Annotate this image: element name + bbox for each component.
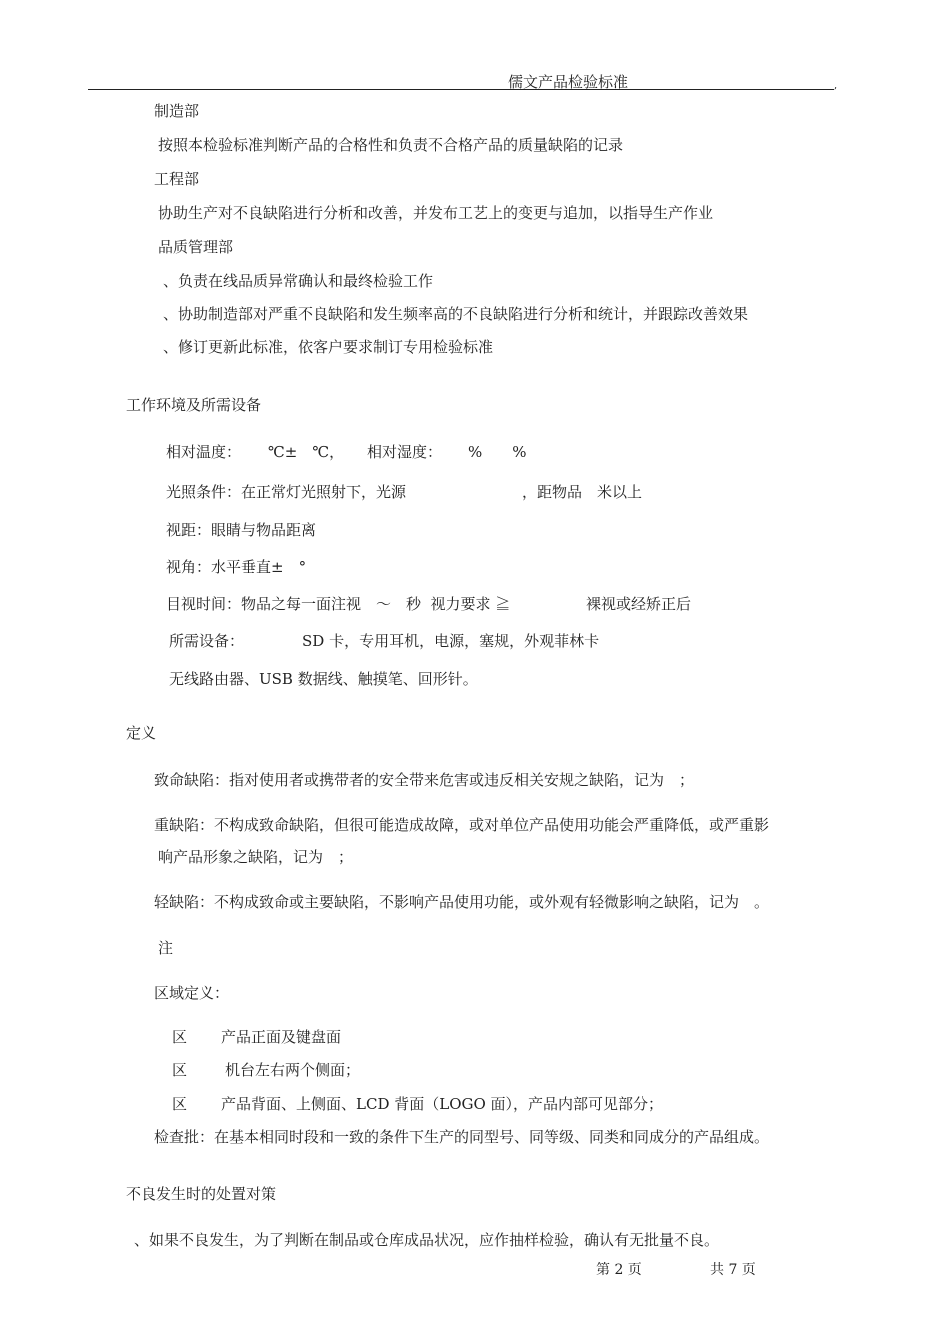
zone-description: 机台左右两个侧面； xyxy=(225,1061,361,1079)
qa-item: 、负责在线品质异常确认和最终检验工作 xyxy=(163,272,434,290)
header-rule xyxy=(88,89,834,90)
zone-label: 区 xyxy=(172,1028,188,1046)
equipment-list-continued: 无线路由器、USB 数据线、触摸笔、回形针。 xyxy=(169,670,478,688)
zone-label: 区 xyxy=(172,1061,188,1079)
countermeasures-heading: 不良发生时的处置对策 xyxy=(126,1185,277,1203)
major-defect-definition-continued: 响产品形象之缺陷，记为 ； xyxy=(158,848,354,866)
definitions-heading: 定义 xyxy=(126,724,157,742)
temperature-label: 相对温度： xyxy=(166,443,242,461)
zone-description: 产品背面、上侧面、LCD 背面（LOGO 面），产品内部可见部分； xyxy=(221,1095,664,1113)
header-title: 儒文产品检验标准 xyxy=(508,73,629,91)
countermeasure-item: 、如果不良发生，为了判断在制品或仓库成品状况，应作抽样检验，确认有无批量不良。 xyxy=(134,1231,720,1249)
temperature-value: ℃± ℃， xyxy=(268,443,345,461)
vision-requirement: 裸视或经矫正后 xyxy=(586,595,692,613)
zone-definition-heading: 区域定义： xyxy=(154,984,230,1002)
engineering-heading: 工程部 xyxy=(154,170,200,188)
critical-defect-definition: 致命缺陷：指对使用者或携带者的安全带来危害或违反相关安规之缺陷，记为 ； xyxy=(154,771,695,789)
zone-description: 产品正面及键盘面 xyxy=(221,1028,342,1046)
light-condition: 光照条件：在正常灯光照射下，光源 xyxy=(166,483,407,501)
viewing-angle: 视角：水平垂直± ° xyxy=(166,558,307,576)
viewing-time: 目视时间：物品之每一面注视 ～ 秒 视力要求 ≧ xyxy=(166,595,511,613)
qa-item: 、修订更新此标准，依客户要求制订专用检验标准 xyxy=(163,338,494,356)
minor-defect-definition: 轻缺陷：不构成致命或主要缺陷，不影响产品使用功能，或外观有轻微影响之缺陷，记为 。 xyxy=(154,893,770,911)
inspection-batch-definition: 检查批：在基本相同时段和一致的条件下生产的同型号、同等级、同类和同成分的产品组成。 xyxy=(154,1128,770,1146)
note-label: 注 xyxy=(158,939,174,957)
equipment-label: 所需设备： xyxy=(169,632,245,650)
light-condition-distance: ，距物品 米以上 xyxy=(522,483,643,501)
viewing-distance: 视距：眼睛与物品距离 xyxy=(166,521,317,539)
engineering-description: 协助生产对不良缺陷进行分析和改善，并发布工艺上的变更与追加，以指导生产作业 xyxy=(158,204,714,222)
header-rule-end-mark: , xyxy=(834,80,838,91)
page-total: 共 7 页 xyxy=(710,1262,756,1278)
page-number: 第 2 页 xyxy=(596,1262,642,1278)
qa-item: 、协助制造部对严重不良缺陷和发生频率高的不良缺陷进行分析和统计，并跟踪改善效果 xyxy=(163,305,749,323)
humidity-value: % % xyxy=(468,443,527,461)
manufacturing-description: 按照本检验标准判断产品的合格性和负责不合格产品的质量缺陷的记录 xyxy=(158,136,624,154)
equipment-list: SD 卡，专用耳机，电源，塞规，外观菲林卡 xyxy=(302,632,600,650)
qa-heading: 品质管理部 xyxy=(158,238,234,256)
zone-label: 区 xyxy=(172,1095,188,1113)
humidity-label: 相对湿度： xyxy=(367,443,443,461)
environment-heading: 工作环境及所需设备 xyxy=(126,396,262,414)
manufacturing-heading: 制造部 xyxy=(154,102,200,120)
major-defect-definition: 重缺陷：不构成致命缺陷，但很可能造成故障，或对单位产品使用功能会严重降低，或严重影 xyxy=(154,816,770,834)
